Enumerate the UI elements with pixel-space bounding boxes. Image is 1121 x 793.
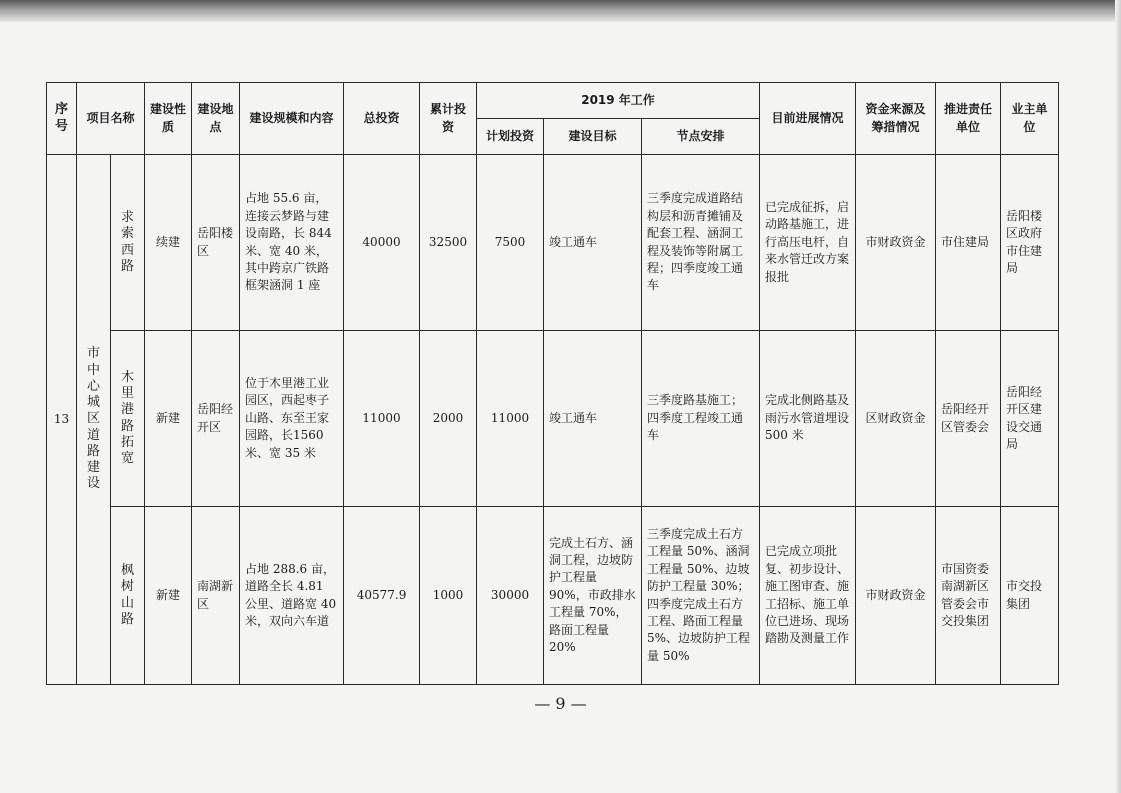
header-nature: 建设性质 bbox=[145, 83, 192, 155]
table-row bbox=[47, 155, 1059, 331]
project-scale: 占地 288.6 亩，道路全长 4.81 公里、道路宽 40 米，双向六车道 bbox=[240, 507, 344, 685]
scan-shadow-top bbox=[0, 0, 1121, 22]
header-cumulative-invest: 累计投资 bbox=[420, 83, 477, 155]
project-target: 竣工通车 bbox=[544, 155, 642, 331]
project-cumulative-invest: 2000 bbox=[420, 331, 477, 507]
project-owner: 市交投集团 bbox=[1001, 507, 1059, 685]
project-scale: 位于木里港工业园区，西起枣子山路、东至王家园路，长1560米、宽 35 米 bbox=[240, 331, 344, 507]
header-location: 建设地点 bbox=[192, 83, 240, 155]
project-target: 竣工通车 bbox=[544, 331, 642, 507]
header-work-2019: 2019 年工作 bbox=[477, 83, 760, 119]
header-project-name: 项目名称 bbox=[77, 83, 145, 155]
project-nature: 新建 bbox=[145, 331, 192, 507]
project-funding: 区财政资金 bbox=[856, 331, 936, 507]
project-name: 枫树山路 bbox=[111, 507, 145, 685]
page-number: — 9 — bbox=[534, 694, 587, 713]
project-location: 岳阳经开区 bbox=[192, 331, 240, 507]
project-owner: 岳阳经开区建设交通局 bbox=[1001, 331, 1059, 507]
project-progress: 完成北侧路基及雨污水管道埋设 500 米 bbox=[760, 331, 856, 507]
header-scale: 建设规模和内容 bbox=[240, 83, 344, 155]
project-nature: 新建 bbox=[145, 507, 192, 685]
project-cumulative-invest: 1000 bbox=[420, 507, 477, 685]
project-responsible: 市住建局 bbox=[936, 155, 1001, 331]
header-total-invest: 总投资 bbox=[344, 83, 420, 155]
project-total-invest: 11000 bbox=[344, 331, 420, 507]
project-total-invest: 40577.9 bbox=[344, 507, 420, 685]
header-milestones: 节点安排 bbox=[642, 119, 760, 155]
project-total-invest: 40000 bbox=[344, 155, 420, 331]
table-row bbox=[47, 331, 1059, 507]
project-plan-invest: 11000 bbox=[477, 331, 544, 507]
project-responsible: 市国资委南湖新区管委会市交投集团 bbox=[936, 507, 1001, 685]
project-target: 完成土石方、涵洞工程，边坡防护工程量 90%，市政排水工程量 70%，路面工程量 20% bbox=[544, 507, 642, 685]
header-target: 建设目标 bbox=[544, 119, 642, 155]
project-location: 岳阳楼区 bbox=[192, 155, 240, 331]
project-progress: 已完成征拆，启动路基施工，进行高压电杆，自来水管迁改方案报批 bbox=[760, 155, 856, 331]
project-funding: 市财政资金 bbox=[856, 507, 936, 685]
group-category: 市中心城区道路建设 bbox=[77, 155, 111, 685]
project-plan-table bbox=[46, 82, 1059, 685]
project-funding: 市财政资金 bbox=[856, 155, 936, 331]
header-progress: 目前进展情况 bbox=[760, 83, 856, 155]
project-scale: 占地 55.6 亩，连接云梦路与建设南路，长 844 米、宽 40 米，其中跨京广铁路框架涵洞 1 座 bbox=[240, 155, 344, 331]
header-seq: 序号 bbox=[47, 83, 77, 155]
project-cumulative-invest: 32500 bbox=[420, 155, 477, 331]
project-milestones: 三季度路基施工；四季度工程竣工通车 bbox=[642, 331, 760, 507]
project-location: 南湖新区 bbox=[192, 507, 240, 685]
header-owner: 业主单位 bbox=[1001, 83, 1059, 155]
scan-shadow-right bbox=[1115, 0, 1121, 793]
header-funding: 资金来源及筹措情况 bbox=[856, 83, 936, 155]
group-seq: 13 bbox=[47, 155, 77, 685]
project-plan-invest: 30000 bbox=[477, 507, 544, 685]
table-row bbox=[47, 507, 1059, 685]
project-name: 木里港路拓宽 bbox=[111, 331, 145, 507]
project-responsible: 岳阳经开区管委会 bbox=[936, 331, 1001, 507]
project-progress: 已完成立项批复、初步设计、施工图审查、施工招标、施工单位已进场、现场踏勘及测量工作 bbox=[760, 507, 856, 685]
project-owner: 岳阳楼区政府市住建局 bbox=[1001, 155, 1059, 331]
project-name: 求索西路 bbox=[111, 155, 145, 331]
project-milestones: 三季度完成道路结构层和沥青摊铺及配套工程、涵洞工程及装饰等附属工程；四季度竣工通车 bbox=[642, 155, 760, 331]
header-responsible: 推进责任单位 bbox=[936, 83, 1001, 155]
header-plan-invest: 计划投资 bbox=[477, 119, 544, 155]
project-plan-invest: 7500 bbox=[477, 155, 544, 331]
project-nature: 续建 bbox=[145, 155, 192, 331]
project-milestones: 三季度完成土石方工程量 50%、涵洞工程量 50%、边坡防护工程量 30%；四季度完成土石方工程、路面工程量 5%、边坡防护工程量 50% bbox=[642, 507, 760, 685]
